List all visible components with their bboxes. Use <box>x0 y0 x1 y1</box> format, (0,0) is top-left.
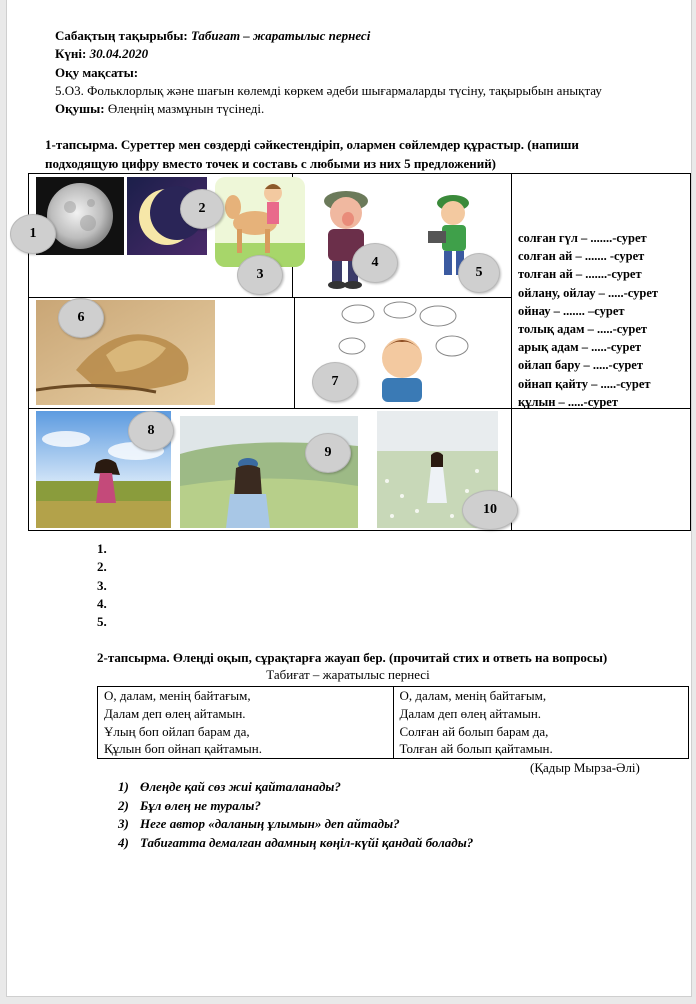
poem-line: О, далам, менің байтағым, <box>104 688 251 703</box>
poem-line: Толған ай болып қайтамын. <box>399 741 553 757</box>
word-item: ойнау – ....... –сурет <box>518 303 625 318</box>
poem-left-column <box>98 687 394 759</box>
thinking-boy-image <box>338 300 478 402</box>
question-item: 3) Неге автор «даланың ұлымын» деп айтады? <box>118 816 400 831</box>
poem-title: Табиғат – жаратылыс пернесі <box>266 667 430 682</box>
poem-table <box>97 686 689 759</box>
badge-10: 10 <box>462 490 518 530</box>
word-item: ойнап қайту – .....-сурет <box>518 376 651 391</box>
word-item: толық адам – .....-сурет <box>518 322 648 337</box>
answer-number: 4. <box>97 595 107 611</box>
word-item: толған ай – .......-сурет <box>518 267 642 282</box>
badge-3: 3 <box>237 255 283 295</box>
word-item: солған гүл – .......-сурет <box>518 231 647 245</box>
poem-line: Далам деп өлең айтамын. <box>399 705 542 721</box>
task1-heading-line2: подходящую цифру вместо точек и составь с любыми из них 5 предложений) <box>45 156 497 171</box>
badge-5: 5 <box>458 253 500 293</box>
badge-8: 8 <box>128 411 174 451</box>
word-match-list <box>518 229 658 411</box>
topic-label: Сабақтың тақырыбы: <box>55 28 188 43</box>
goal-label: Оқу мақсаты: <box>55 65 139 80</box>
badge-7: 7 <box>312 362 358 402</box>
date-value: 30.04.2020 <box>89 46 149 61</box>
student-text: Өлеңнің мазмұнын түсінеді. <box>107 101 265 116</box>
answer-number: 1. <box>97 541 107 556</box>
question-item: 2) Бұл өлең не туралы? <box>118 797 261 813</box>
word-item: солған ай – ....... -сурет <box>518 249 645 264</box>
girl-with-foal-image <box>215 177 305 267</box>
word-item: арық адам – .....-сурет <box>518 340 642 355</box>
poem-line: Солған ай болып барам да, <box>399 723 549 739</box>
answer-number: 5. <box>97 614 107 630</box>
badge-9: 9 <box>305 433 351 473</box>
badge-4: 4 <box>352 243 398 283</box>
word-item: құлын – .....-сурет <box>518 394 618 409</box>
poem-line: О, далам, менің байтағым, <box>399 688 547 703</box>
badge-6: 6 <box>58 298 104 338</box>
poem-line: Далам деп өлең айтамын. <box>104 705 246 721</box>
task1-heading-line1: 1-тапсырма. Суреттер мен сөздерді сәйкестендіріп, олармен сөйлемдер құрастыр. (напиши <box>45 137 579 152</box>
poem-line: Ұлың боп ойлап барам да, <box>104 723 250 739</box>
goal-text: 5.О3. Фольклорлық және шағын көлемді көркем әдеби шығармаларды түсіну, тақырыбын анықтау <box>55 83 602 98</box>
word-item: ойлану, ойлау – .....-сурет <box>518 285 659 300</box>
question-item: 1) Өлеңде қай сөз жиі қайталанады? <box>118 779 341 794</box>
date-label: Күні: <box>55 46 87 61</box>
badge-2: 2 <box>180 189 224 229</box>
answer-number: 2. <box>97 559 107 575</box>
topic-value: Табиғат – жаратылыс пернесі <box>190 28 371 43</box>
word-item: ойлап бару – .....-сурет <box>518 358 643 373</box>
student-label: Оқушы: <box>55 101 105 116</box>
poem-line: Құлын боп ойнап қайтамын. <box>104 741 262 757</box>
question-item: 4) Табиғатта демалған адамның көңіл-күйі қандай болады? <box>118 834 474 850</box>
question-list <box>118 778 473 852</box>
poem-author: (Қадыр Мырза-Әлі) <box>530 760 640 775</box>
answer-number: 3. <box>97 577 107 593</box>
answer-number-list <box>97 540 107 631</box>
task2-heading: 2-тапсырма. Өлеңді оқып, сұрақтарға жауап бер. (прочитай стих и ответь на вопросы) <box>97 650 608 665</box>
badge-1: 1 <box>10 214 56 254</box>
poem-right-column <box>393 687 689 759</box>
